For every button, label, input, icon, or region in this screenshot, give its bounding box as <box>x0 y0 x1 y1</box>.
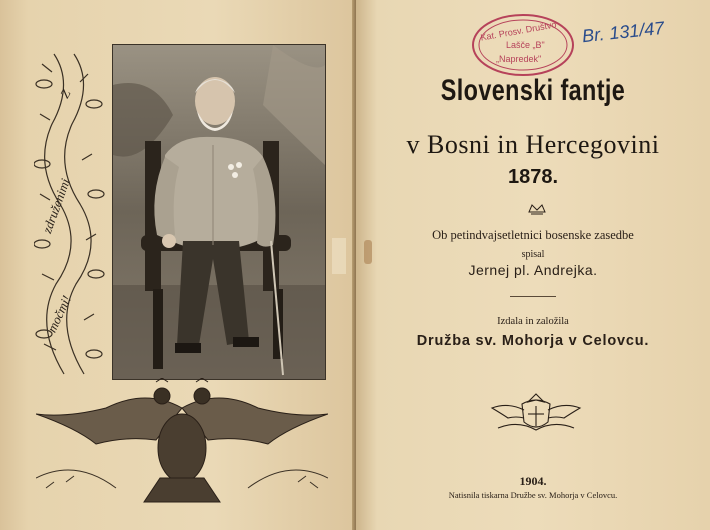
stamp-line-3: „Napredek" <box>496 54 542 64</box>
paper-tear <box>332 238 346 274</box>
crown-ornament-icon <box>527 202 547 216</box>
book-subtitle: v Bosni in Hercegovini <box>406 130 660 159</box>
motto-word-3: močmi! <box>44 292 75 335</box>
motto-banner <box>34 44 106 384</box>
publisher-label: Izdala in založila <box>497 316 569 327</box>
shelf-mark: Br. 131/47 <box>581 17 666 47</box>
publisher-name: Družba sv. Mohorja v Celovcu. <box>416 333 650 349</box>
portrait-image <box>113 45 325 379</box>
occasion-line: Ob petindvajsetletnici bosenske zasedbe <box>432 228 634 242</box>
divider <box>510 296 556 297</box>
stamp-line-2: Lašče „B" <box>506 40 545 50</box>
publication-year: 1904. <box>519 474 547 488</box>
library-stamp <box>470 12 576 78</box>
stamp-line-1: Kat. Prosv. Društvo <box>479 19 558 43</box>
motto-word-2: združenimi <box>39 176 73 236</box>
emperor-portrait <box>112 44 326 380</box>
double-headed-eagle-emblem <box>36 378 328 508</box>
book-year: 1878. <box>507 166 559 188</box>
wrote-label: spisal <box>521 249 545 260</box>
coat-of-arms-icon <box>488 388 584 436</box>
author-name: Jernej pl. Andrejka. <box>468 262 598 278</box>
book-title: Slovenski fantje <box>440 74 626 107</box>
motto-word-1: Z <box>56 86 74 101</box>
eagle-icon <box>36 378 328 508</box>
printer-line: Natisnila tiskarna Družbe sv. Mohorja v Celovcu. <box>448 490 618 500</box>
